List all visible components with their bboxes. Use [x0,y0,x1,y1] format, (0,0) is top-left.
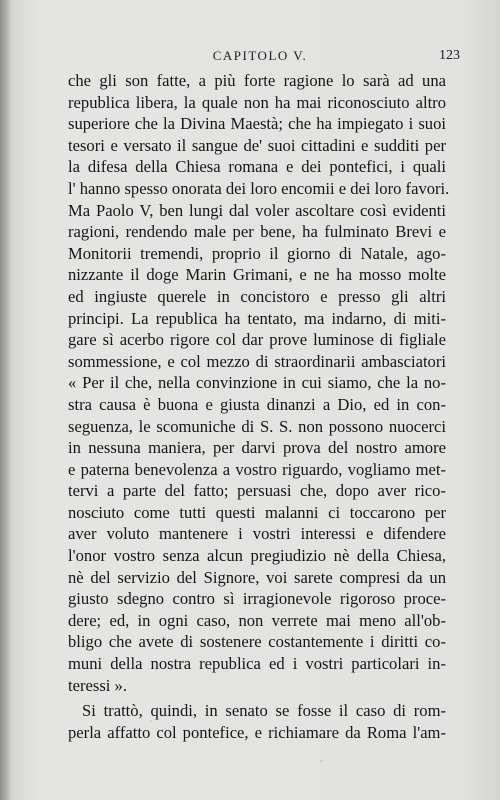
text-line: la difesa della Chiesa romana e dei pontefici, i quali [68,157,446,177]
text-line: nè del servizio del Signore, voi sarete compresi da un [68,567,446,587]
body-text [68,70,450,743]
text-line: ed ingiuste querele in concistoro e presso gli altri [68,286,446,306]
text-line: aver voluto mantenere i vostri interessi e difendere [68,524,446,544]
paper-speck [150,720,152,722]
text-line: Si trattò, quindi, in senato se fosse il caso di rom- [82,701,446,721]
running-title: CAPITOLO V. [212,48,308,63]
text-line: giusto sdegno contro sì irragionevole rigoroso proce- [68,589,446,609]
text-line: perla affatto col pontefice, e richiamare da Roma l'am- [68,722,446,742]
text-line: e paterna benevolenza a vostro riguardo, vogliamo met- [68,459,446,479]
text-line: teressi ». [68,675,127,695]
text-line: Ma Paolo V, ben lungi dal voler ascoltare così evidenti [68,200,446,220]
text-line: nosciuto come tutti questi malanni ci toccarono per [68,502,446,522]
paragraph [68,700,446,743]
paper-speck [430,640,433,643]
text-line: l'onor vostro senza alcun pregiudizio nè della Chiesa, [68,546,446,566]
text-line: stra causa è buona e giusta dinanzi a Dio, ed in con- [68,394,446,414]
text-line: muni della nostra republica ed i vostri particolari in- [68,654,446,674]
text-line: dere; ed, in ogni caso, non verrete mai meno all'ob- [68,610,446,630]
text-line: ragioni, rendendo male per bene, ha fulminato Brevi e [68,222,446,242]
text-line: l' hanno spesso onorata dei loro encomii e dei loro favori. [68,178,450,198]
text-line: in nessuna maniera, per darvi prova del nostro amore [68,438,446,458]
text-line: seguenza, le scomuniche di S. S. non possono nuocerci [68,416,446,436]
text-line: tervi a parte del fatto; persuasi che, dopo aver rico- [68,481,446,501]
text-line: superiore che la Divina Maestà; che ha impiegato i suoi [68,114,446,134]
text-line: sommessione, e col mezzo di straordinarii ambasciatori [68,351,446,371]
paper-speck [320,760,323,762]
text-line: tesori e versato il sangue de' suoi cittadini e sudditi per [68,135,446,155]
text-line: principi. La republica ha tentato, ma indarno, di miti- [68,308,446,328]
text-line: republica libera, la quale non ha mai riconosciuto altro [68,92,446,112]
running-head [60,48,460,68]
text-line: gare sì acerbo rigore col dar prove luminose di figliale [68,330,446,350]
page-number: 123 [439,48,460,63]
text-line: « Per il che, nella convinzione in cui siamo, che la no- [68,373,446,393]
text-line: Monitorii tremendi, proprio il giorno di Natale, ago- [68,243,446,263]
text-line: bligo che avete di sostenere costantemente i diritti co- [68,632,446,652]
paragraph [68,70,450,696]
text-line: che gli son fatte, a più forte ragione lo sarà ad una [68,71,446,90]
text-line: nizzante il doge Marin Grimani, e ne ha mosso molte [68,265,446,285]
book-spine-shadow [0,0,10,800]
